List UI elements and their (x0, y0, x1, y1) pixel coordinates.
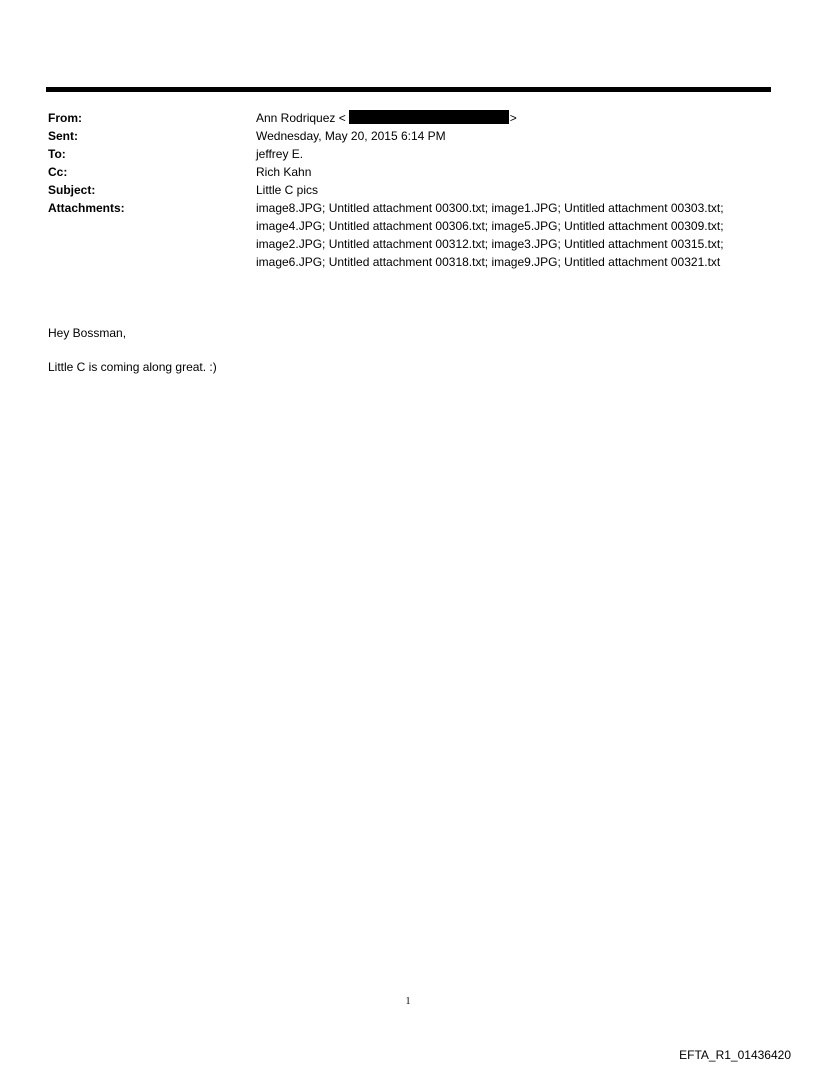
document-id: EFTA_R1_01436420 (679, 1048, 791, 1062)
header-row-cc (48, 163, 748, 181)
attachments-label: Attachments: (48, 201, 125, 215)
subject-label: Subject: (48, 183, 96, 197)
to-label: To: (48, 147, 66, 161)
header-row-sent (48, 127, 748, 145)
cc-value: Rich Kahn (256, 165, 312, 179)
header-row-attachments (48, 199, 748, 271)
redaction-block (349, 110, 509, 124)
subject-value: Little C pics (256, 183, 319, 197)
from-name: Ann Rodriquez < (256, 111, 346, 125)
to-value: jeffrey E. (256, 147, 304, 161)
sent-value: Wednesday, May 20, 2015 6:14 PM (256, 129, 446, 143)
email-body (48, 324, 748, 392)
header-row-to (48, 145, 748, 163)
email-headers (48, 109, 748, 271)
header-row-from (48, 109, 748, 127)
attachments-value: image8.JPG; Untitled attachment 00300.txt; image1.JPG; Untitled attachment 00303.txt; image4.JPG; Untitled attachment 00306.txt; image5.JPG; Untitled attachment 00309.txt; image2.JPG; Untitled attachment 00312.txt; image3.JPG; Untitled attachment 00315.txt; image6.JPG; Untitled attachment 00318.txt; image9.JPG; Untitled attachment 00321.txt (256, 201, 724, 269)
sent-label: Sent: (48, 129, 78, 143)
page-number: 1 (405, 996, 411, 1007)
greeting: Hey Bossman, (48, 326, 127, 340)
from-address-close: > (509, 111, 517, 125)
header-row-subject (48, 181, 748, 199)
header-divider (46, 87, 771, 92)
from-label: From: (48, 111, 82, 125)
message: Little C is coming along great. :) (48, 360, 217, 374)
cc-label: Cc: (48, 165, 68, 179)
from-value (256, 109, 748, 127)
